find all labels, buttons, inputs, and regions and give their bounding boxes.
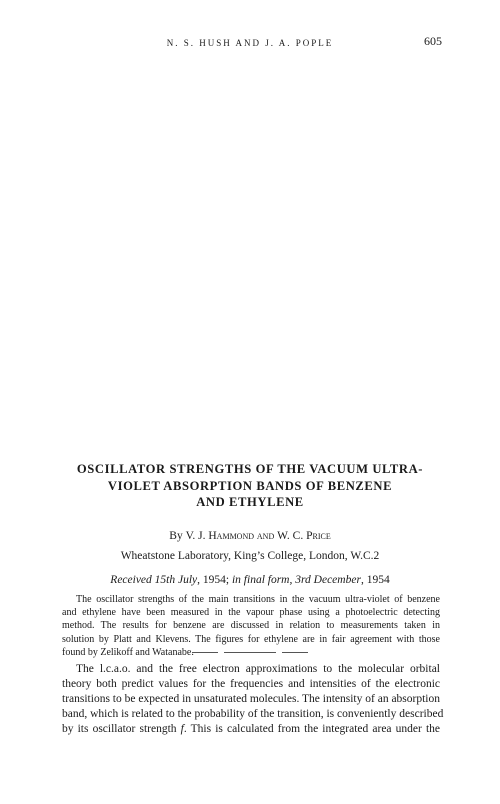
final-form-year: , 1954 [360, 574, 390, 586]
page-number: 605 [424, 34, 442, 48]
final-form-date: , 3rd December [289, 574, 361, 586]
abstract-line: found by Zelikoff and Watanabe. [62, 646, 194, 658]
separator-rule [192, 652, 218, 653]
body-paragraph [62, 662, 444, 737]
abstract-line: solution by Platt and Klevens. The figures for ethylene are in fair agreement with those [62, 633, 440, 645]
author-name: V. J. Hammond [185, 530, 255, 542]
separator-rule [224, 652, 276, 653]
author-name: W. C. Price [277, 530, 331, 542]
oscillator-strength-symbol: f [180, 722, 184, 735]
received-dates [0, 574, 500, 586]
final-form-label: in final form [231, 574, 290, 586]
abstract-line: method. The results for benzene are discussed in relation to measurements taken in [62, 620, 440, 632]
section-separator [0, 652, 500, 653]
body-text-span: . This is calculated from the integrated area under the [183, 722, 440, 735]
abstract [62, 593, 440, 659]
received-label: Received [110, 574, 152, 586]
body-line: theory both predict values for the frequencies and intensities of the electronic [62, 677, 440, 690]
by-label: By [169, 530, 183, 542]
title-line: VIOLET ABSORPTION BANDS OF BENZENE [107, 478, 393, 493]
received-date: 15th July [154, 574, 198, 586]
body-line: band, which is related to the probability of the transition, is conveniently described [62, 707, 444, 720]
body-text-span: by its oscillator strength [62, 722, 181, 735]
article-title [40, 461, 460, 511]
title-line: AND ETHYLENE [196, 495, 304, 509]
author-line [0, 530, 500, 542]
running-head: N. S. HUSH AND J. A. POPLE [166, 38, 334, 48]
abstract-line: The oscillator strengths of the main transitions in the vacuum ultra-violet of benzene [76, 594, 440, 605]
affiliation: Wheatstone Laboratory, King’s College, London, W.C.2 [120, 550, 380, 562]
abstract-line: and ethylene have been measured in the vapour phase using a photoelectric detecting [62, 607, 440, 619]
body-line [62, 722, 440, 737]
separator-rule [282, 652, 308, 653]
body-line: The l.c.a.o. and the free electron approximations to the molecular orbital [76, 663, 440, 675]
author-conjunction: and [256, 530, 275, 542]
body-line: transitions to be expected in unsaturated molecules. The intensity of an absorption [62, 692, 440, 705]
title-line: OSCILLATOR STRENGTHS OF THE VACUUM ULTRA- [76, 462, 424, 476]
received-year: , 1954; [197, 574, 230, 586]
